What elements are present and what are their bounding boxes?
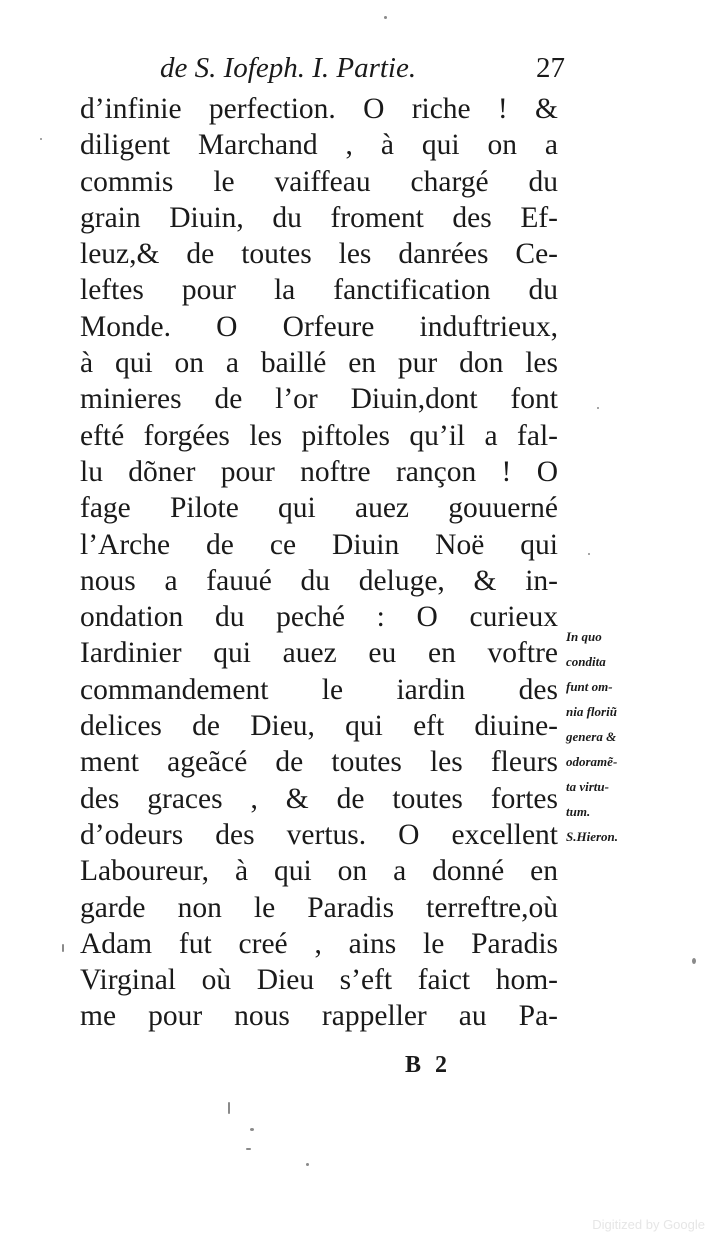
marginal-note-line: S.Hieron. <box>566 829 619 844</box>
text-line: commis le vaiffeau chargé du <box>80 165 558 198</box>
text-line: d’odeurs des vertus. O excellent <box>80 818 558 851</box>
ink-speck <box>62 944 64 952</box>
ink-speck <box>588 553 590 555</box>
watermark: Digitized by Google <box>592 1217 705 1232</box>
text-line: grain Diuin, du froment des Ef- <box>80 201 558 234</box>
running-head <box>160 52 565 92</box>
text-line: d’infinie perfection. O riche ! & <box>80 93 558 125</box>
text-line: lu dõner pour noftre rançon ! O <box>80 455 558 488</box>
ink-speck <box>228 1102 230 1114</box>
ink-speck <box>250 1128 254 1131</box>
marginal-note <box>566 624 686 849</box>
marginal-note-line: ta virtu- <box>566 779 609 794</box>
marginal-note-line: In quo <box>566 629 602 644</box>
marginal-note-line: tum. <box>566 804 591 819</box>
running-head-title: de S. Iofeph. I. Partie. <box>160 52 417 84</box>
text-line: ment ageãcé de toutes les fleurs <box>80 746 558 779</box>
ink-speck <box>692 958 696 964</box>
text-line: Monde. O Orfeure induftrieux, <box>80 310 558 343</box>
text-line: Laboureur, à qui on a donné en <box>80 855 558 888</box>
text-line: leftes pour la fanctification du <box>80 274 558 307</box>
marginal-note-line: funt om- <box>566 679 613 694</box>
text-line: me pour nous rappeller au Pa- <box>80 1000 558 1033</box>
text-line: garde non le Paradis terreftre,où <box>80 891 558 924</box>
text-line: diligent Marchand , à qui on a <box>80 129 558 162</box>
text-line: des graces , & de toutes fortes <box>80 782 558 815</box>
body-text <box>80 91 558 1035</box>
text-line: Iardinier qui auez eu en voftre <box>80 637 558 670</box>
ink-speck <box>306 1163 309 1166</box>
text-line: minieres de l’or Diuin,dont font <box>80 383 558 416</box>
text-line: à qui on a baillé en pur don les <box>80 347 558 380</box>
text-line: delices de Dieu, qui eft diuine- <box>80 710 558 743</box>
text-line: ondation du peché : O curieux <box>80 601 558 634</box>
text-line: l’Arche de ce Diuin Noë qui <box>80 528 558 561</box>
text-line: commandement le iardin des <box>80 673 558 706</box>
ink-speck <box>597 407 599 409</box>
text-line: efté forgées les piftoles qu’il a fal- <box>80 419 558 452</box>
ink-speck <box>384 16 387 19</box>
ink-speck <box>246 1148 251 1150</box>
marginal-note-line: odoramẽ- <box>566 754 618 769</box>
text-line: fage Pilote qui auez gouuerné <box>80 492 558 525</box>
page-number: 27 <box>536 52 565 84</box>
marginal-note-line: genera & <box>566 729 617 744</box>
text-line: leuz,& de toutes les danrées Ce- <box>80 238 558 271</box>
signature-mark: B 2 <box>405 1052 452 1078</box>
ink-speck <box>40 138 42 140</box>
text-line: Adam fut creé , ains le Paradis <box>80 927 558 960</box>
text-line: Virginal où Dieu s’eft faict hom- <box>80 964 558 997</box>
text-line: nous a fauué du deluge, & in- <box>80 564 558 597</box>
marginal-note-line: condita <box>566 654 606 669</box>
marginal-note-line: nia floriũ <box>566 704 617 719</box>
